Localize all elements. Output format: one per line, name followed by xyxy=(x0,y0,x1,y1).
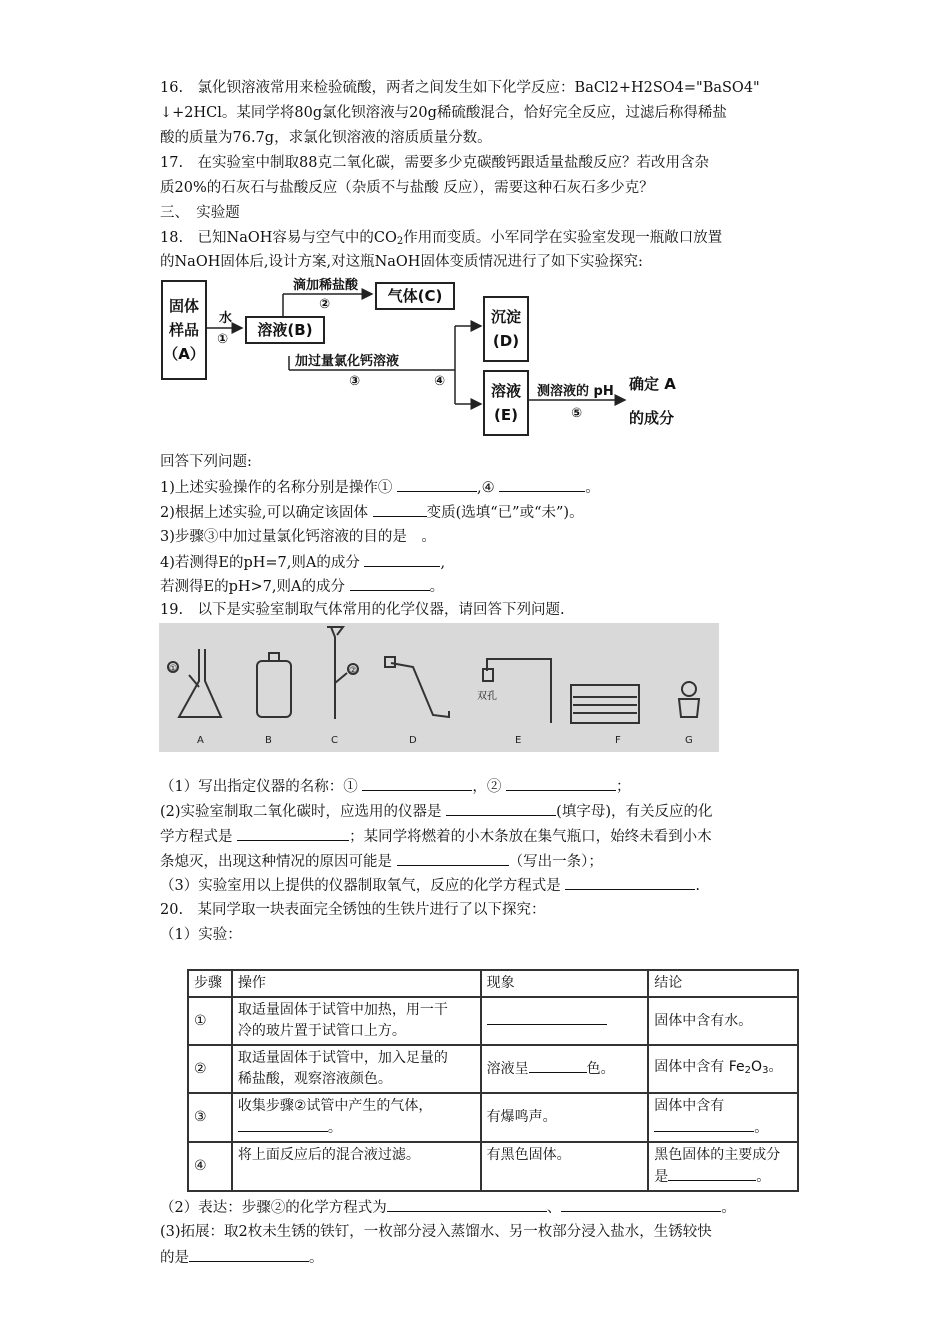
operation-cell: 收集步骤②试管中产生的气体， 。 xyxy=(232,1093,481,1142)
blank-equation-1[interactable] xyxy=(387,1197,547,1212)
q18-answer-3: 3)步骤③中加过量氯化钙溶液的目的是 。 xyxy=(160,529,436,545)
step-3-marker: ③ xyxy=(349,374,361,389)
header-step: 步骤 xyxy=(188,970,232,997)
table-row xyxy=(188,1093,798,1142)
blank-equation-2[interactable] xyxy=(561,1197,721,1212)
conical-flask-a xyxy=(179,649,221,717)
conclusion-cell: 固体中含有水。 xyxy=(648,997,798,1045)
q18-intro-2: 的NaOH固体后,设计方案,对这瓶NaOH固体变质情况进行了如下实验探究: xyxy=(160,254,643,270)
label-c: C xyxy=(331,735,338,746)
q18-intro-1: 18. 已知NaOH容易与空气中的$CO_2$作用而变质。小军同学在实验室发现一瓶敞口放置 xyxy=(160,230,723,247)
label-g: G xyxy=(685,735,693,746)
q18-answer-4: 4)若测得E的pH=7,则A的成分 , xyxy=(160,552,445,573)
add-hcl-label: 滴加稀盐酸 xyxy=(293,278,359,293)
blank-operation-3[interactable] xyxy=(238,1117,328,1132)
table-header-row xyxy=(188,970,798,997)
blank-conclusion-3[interactable] xyxy=(654,1117,754,1132)
double-hole-label: 双孔 xyxy=(477,691,497,702)
label-d: D xyxy=(409,735,417,746)
header-conclusion: 结论 xyxy=(648,970,798,997)
q19-part-2b: 学方程式是 ；某同学将燃着的小木条放在集气瓶口，始终未看到小木 xyxy=(160,826,712,847)
q18-answer-1: 1)上述实验操作的名称分别是操作① ,④ 。 xyxy=(160,477,600,498)
table-row xyxy=(188,997,798,1045)
header-phenomenon: 现象 xyxy=(481,970,649,997)
table-row xyxy=(188,1045,798,1093)
step-5-marker: ⑤ xyxy=(571,406,583,421)
label-e: E xyxy=(515,735,522,746)
blank-o2-equation[interactable] xyxy=(565,875,695,890)
q16-line-1: 16. 氯化钡溶液常用来检验硫酸，两者之间发生如下化学反应：BaCl2+H2SO4="BaSO4" xyxy=(160,80,760,96)
q20-part-3b: 的是 。 xyxy=(160,1247,324,1268)
blank-ph-gt7[interactable] xyxy=(350,576,430,591)
gas-c-box: 气体(C) xyxy=(375,282,455,310)
blank-co2-equation[interactable] xyxy=(237,826,349,841)
blank-op1[interactable] xyxy=(397,477,477,492)
header-operation: 操作 xyxy=(232,970,481,997)
phenomenon-cell: 有爆鸣声。 xyxy=(481,1093,649,1142)
step-cell: ④ xyxy=(188,1142,232,1191)
q20-part-3: (3)拓展：取2枚未生锈的铁钉，一枚部分浸入蒸馏水、另一枚部分浸入盐水，生锈较快 xyxy=(160,1224,712,1240)
photo-mark-2: ② xyxy=(349,666,358,676)
q18-flow-diagram xyxy=(159,272,719,442)
blank-co2-apparatus[interactable] xyxy=(446,801,556,816)
alcohol-lamp-g xyxy=(679,699,699,717)
step-4-marker: ④ xyxy=(434,374,446,389)
solution-e-box: 溶液 (E) xyxy=(483,370,529,436)
apparatus-drawings xyxy=(159,623,719,752)
blank-ph7[interactable] xyxy=(364,552,440,567)
q19-part-1: （1）写出指定仪器的名称：① ，② ； xyxy=(160,776,630,797)
solution-b-box: 溶液(B) xyxy=(245,316,325,344)
q16-line-2: ↓+2HCl。某同学将80g氯化钡溶液与20g稀硫酸混合，恰好完全反应，过滤后称得稀盐 xyxy=(160,105,727,121)
q18-answer-intro: 回答下列问题: xyxy=(160,454,252,470)
apparatus-photo xyxy=(159,623,719,752)
blank-op4[interactable] xyxy=(499,477,585,492)
flask-side-tube xyxy=(189,675,199,687)
blank-deteriorated[interactable] xyxy=(373,502,427,517)
measure-ph-label: 测溶液的 pH xyxy=(537,384,614,399)
table-row xyxy=(188,1142,798,1191)
experiment-table xyxy=(187,969,799,1192)
step-1-marker: ① xyxy=(217,332,229,347)
conclusion-cell: 固体中含有 。 xyxy=(648,1093,798,1142)
phenomenon-cell xyxy=(481,997,649,1045)
q16-line-3: 酸的质量为76.7g，求氯化钡溶液的溶质质量分数。 xyxy=(160,130,492,146)
q17-line-2: 质20%的石灰石与盐酸反应（杂质不与盐酸 反应），需要这种石灰石多少克？ xyxy=(160,180,654,196)
section-heading: 三、 实验题 xyxy=(160,205,240,221)
q19-part-3: （3）实验室用以上提供的仪器制取氧气，反应的化学方程式是 . xyxy=(160,875,700,896)
result-line-2: 的成分 xyxy=(629,409,675,427)
q18-answer-4b: 若测得E的pH>7,则A的成分 。 xyxy=(160,576,444,597)
q18-answer-2: 2)根据上述实验,可以确定该固体 变质(选填“已”或“未”)。 xyxy=(160,502,584,523)
bent-tube-d xyxy=(391,663,449,717)
q20-intro: 20. 某同学取一块表面完全锈蚀的生铁片进行了以下探究： xyxy=(160,902,546,918)
q20-part-1: （1）实验： xyxy=(160,927,242,943)
operation-cell: 取适量固体于试管中，加入足量的 稀盐酸，观察溶液颜色。 xyxy=(232,1045,481,1093)
phenomenon-cell: 溶液呈 色。 xyxy=(481,1045,649,1093)
step-cell: ③ xyxy=(188,1093,232,1142)
gas-bottle-b xyxy=(257,661,291,717)
label-b: B xyxy=(265,735,272,746)
step-cell: ① xyxy=(188,997,232,1045)
step-cell: ② xyxy=(188,1045,232,1093)
blank-reason[interactable] xyxy=(397,851,509,866)
add-cacl2-label: 加过量氯化钙溶液 xyxy=(295,354,400,369)
conclusion-cell: 固体中含有 $Fe_2O_3$。 xyxy=(648,1045,798,1093)
blank-faster-rust[interactable] xyxy=(189,1247,309,1262)
water-label: 水 xyxy=(219,311,233,326)
q19-part-2c: 条熄灭，出现这种情况的原因可能是 （写出一条）； xyxy=(160,851,603,872)
sample-a-box: 固体 样品 （A） xyxy=(161,280,207,380)
step-2-marker: ② xyxy=(319,297,331,312)
q17-line-1: 17. 在实验室中制取88克二氧化碳，需要多少克碳酸钙跟适量盐酸反应？若改用含杂 xyxy=(160,155,710,171)
q19-part-2: (2)实验室制取二氧化碳时，应选用的仪器是 (填字母)，有关反应的化 xyxy=(160,801,712,822)
blank-color[interactable] xyxy=(529,1058,587,1073)
funnel-c xyxy=(331,627,335,719)
conclusion-cell: 黑色固体的主要成分 是 。 xyxy=(648,1142,798,1191)
q19-intro: 19. 以下是实验室制取气体常用的化学仪器，请回答下列问题. xyxy=(160,602,565,618)
label-f: F xyxy=(615,735,621,746)
result-line-1: 确定 A xyxy=(629,375,676,393)
photo-mark-1: ① xyxy=(169,664,178,674)
blank-instrument-1[interactable] xyxy=(362,776,472,791)
blank-phenomenon-1[interactable] xyxy=(487,1010,607,1025)
q20-part-2: （2）表达：步骤②的化学方程式为 、 。 xyxy=(160,1197,736,1218)
precipitate-d-box: 沉淀 (D) xyxy=(483,296,529,362)
operation-cell: 将上面反应后的混合液过滤。 xyxy=(232,1142,481,1191)
blank-conclusion-4[interactable] xyxy=(668,1166,756,1181)
phenomenon-cell: 有黑色固体。 xyxy=(481,1142,649,1191)
operation-cell: 取适量固体于试管中加热，用一干 冷的玻片置于试管口上方。 xyxy=(232,997,481,1045)
label-a: A xyxy=(197,735,204,746)
bottle-neck xyxy=(269,653,279,661)
blank-instrument-2[interactable] xyxy=(506,776,616,791)
